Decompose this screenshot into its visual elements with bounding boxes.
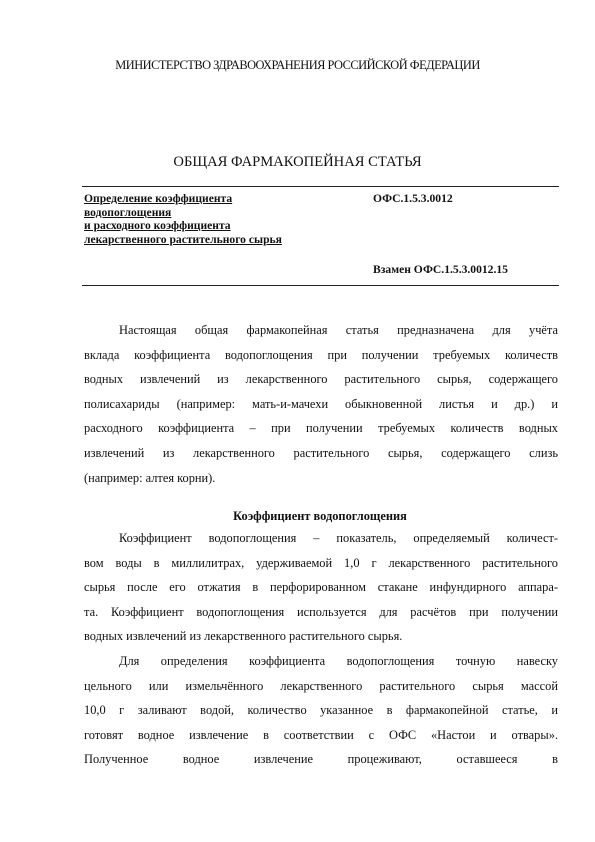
intro-paragraph [84, 318, 558, 490]
text-line: (например: алтея корни). [84, 470, 216, 485]
article-title-line: лекарственного растительного сырья [84, 232, 282, 246]
section-heading: Коэффициент водопоглощения [233, 509, 407, 523]
definition-paragraph [84, 526, 558, 649]
text-line: Коэффициент водопоглощения – показатель, определяемый количест- [119, 531, 558, 545]
text-line: 10,0 г заливают водой, количество указанное в фармакопейной статье, и [84, 703, 558, 718]
text-line: готовят водное извлечение в соответствии с ОФС «Настои и отвары». [84, 727, 558, 742]
text-line: та. Коэффициент водопоглощения используется для расчётов при получении [84, 604, 558, 619]
header-divider-top [82, 186, 559, 187]
replaces-note: Взамен ОФС.1.5.3.0012.15 [373, 263, 508, 276]
text-line: вом воды в миллилитрах, удерживаемой 1,0 г лекарственного растительного [84, 555, 558, 570]
method-paragraph [84, 649, 558, 772]
text-line: вклада коэффициента водопоглощения при получении требуемых количеств [84, 347, 558, 362]
article-title [84, 192, 364, 246]
text-line: сырья после его отжатия в перфорированном стакане инфундирного аппара- [84, 580, 558, 595]
ministry-name: МИНИСТЕРСТВО ЗДРАВООХРАНЕНИЯ РОССИЙСКОЙ ФЕДЕРАЦИИ [115, 58, 480, 72]
text-line: Полученное водное извлечение процеживают, оставшееся в [84, 752, 558, 767]
text-line: полисахариды (например: мать-и-мачехи обыкновенной листья и др.) и [84, 396, 558, 411]
text-line: водных извлечений из лекарственного растительного сырья. [84, 629, 403, 644]
text-line: Для определения коэффициента водопоглощения точную навеску [119, 654, 558, 668]
text-line: водных извлечений из лекарственного растительного сырья, содержащего [84, 372, 558, 387]
article-title-line: водопоглощения [84, 205, 172, 219]
text-line: расходного коэффициента – при получении требуемых количеств водных [84, 421, 558, 436]
article-title-line: Определение коэффициента [84, 192, 233, 205]
header-divider-bottom [82, 285, 559, 286]
text-line: извлечений из лекарственного растительного сырья, содержащего слизь [84, 445, 558, 460]
text-line: Настоящая общая фармакопейная статья предназначена для учёта [119, 323, 558, 337]
article-code: ОФС.1.5.3.0012 [373, 192, 453, 205]
text-line: цельного или измельчённого лекарственного растительного сырья массой [84, 678, 558, 693]
document-type-title: ОБЩАЯ ФАРМАКОПЕЙНАЯ СТАТЬЯ [173, 154, 422, 170]
article-title-line: и расходного коэффициента [84, 219, 231, 232]
